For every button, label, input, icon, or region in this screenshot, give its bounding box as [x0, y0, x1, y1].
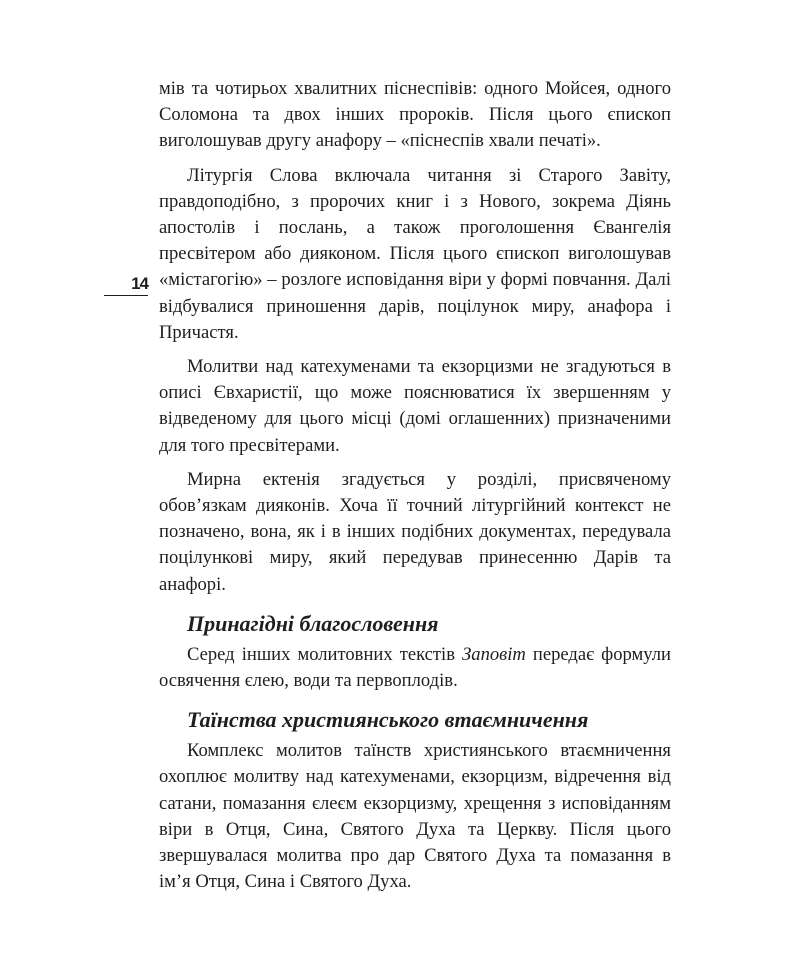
paragraph-blessings	[159, 642, 671, 694]
paragraph-liturgy-of-word: Літургія Слова включала читання зі Старого Завіту, правдоподібно, з пророчих книг і з Нового, зокрема Діянь апостолів і послань, а також проголошення Євангелія пресвітером або дияконом. Після цього єпископ виголошував «містагогію» – розлоге исповідання віри у формі повчання. Далі відбувалися приношення дарів, поцілунок миру, анафора і Причастя.	[159, 164, 671, 343]
italic-title-testament: Заповіт	[462, 643, 526, 665]
paragraph-continuation: мів та чотирьох хвалитних піснеспівів: одного Мойсея, одного Соломона та двох інших пророків. Після цього єпископ виголошував другу анафору – «піснеспів хвали печаті».	[159, 78, 671, 152]
paragraph-initiation: Комплекс молитов таїнств християнського втаємничення охоплює молитву над катехуменами, екзорцизм, відречення від сатани, помазання єлеєм екзорцизму, хрещення з исповіданням віри в Отця, Сина, Святого Духа та Церкву. Після цього звершувалася молитва про дар Святого Духа та помазання в ім’я Отця, Сина і Святого Духа.	[159, 740, 671, 893]
paragraph-litany-of-peace: Мирна ектенія згадується у розділі, присвяченому обов’язкам дияконів. Хоча її точний літургійний контекст не позначено, вона, як і в інших подібних документах, передувала поцілункові миру, який передував принесенню Дарів та анафорі.	[159, 468, 671, 595]
section-heading-sacraments-of-initiation: Таїнства християнського втаємничення	[187, 707, 589, 733]
page-body	[159, 76, 671, 903]
text-run: передає формули освячення єлею, води та первоплодів.	[159, 643, 671, 692]
paragraph-catechumen-prayers: Молитви над катехуменами та екзорцизми не згадуються в описі Євхаристії, що може пояснюватися їх звершенням у відведеному для цього місці (домі оглашенних) призначеними для того пресвітерами.	[159, 356, 671, 456]
text-run: Серед інших молитовних текстів	[187, 643, 463, 665]
page-number: 14	[104, 275, 148, 296]
section-heading-occasional-blessings: Принагідні благословення	[187, 610, 439, 636]
